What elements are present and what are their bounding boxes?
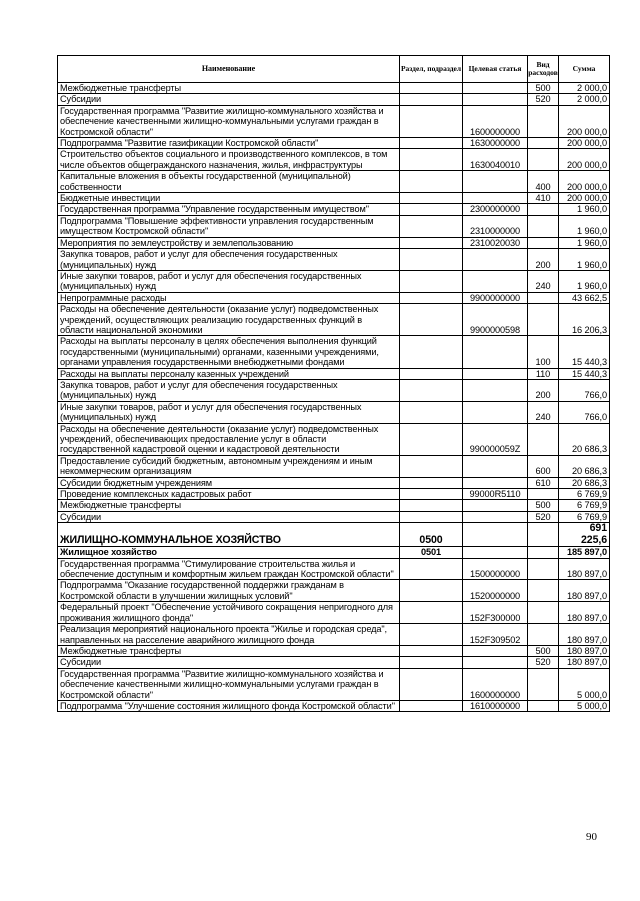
cell-target (463, 171, 528, 193)
cell-expense-type (528, 149, 559, 171)
cell-name: Межбюджетные трансферты (58, 500, 400, 511)
cell-expense-type (528, 304, 559, 336)
cell-sum: 200 000,0 (559, 171, 610, 193)
cell-sum: 180 897,0 (559, 580, 610, 602)
cell-name: Иные закупки товаров, работ и услуг для обеспечения государственных (муниципальных) нужд (58, 270, 400, 292)
cell-name: Подпрограмма "Развитие газификации Костромской области" (58, 138, 400, 149)
cell-section (400, 379, 463, 401)
cell-name: Субсидии бюджетным учреждениям (58, 477, 400, 488)
cell-sum: 1 960,0 (559, 204, 610, 215)
cell-sum: 6 769,9 (559, 489, 610, 500)
cell-sum: 180 897,0 (559, 657, 610, 668)
cell-expense-type (528, 105, 559, 137)
cell-expense-type: 500 (528, 645, 559, 656)
cell-expense-type: 600 (528, 455, 559, 477)
cell-section (400, 580, 463, 602)
cell-expense-type (528, 668, 559, 700)
cell-target: 2310020030 (463, 237, 528, 248)
table-row (58, 249, 610, 271)
cell-sum: 15 440,3 (559, 336, 610, 368)
cell-expense-type (528, 237, 559, 248)
cell-name: Межбюджетные трансферты (58, 645, 400, 656)
table-row (58, 83, 610, 94)
cell-expense-type: 500 (528, 83, 559, 94)
cell-name: Бюджетные инвестиции (58, 193, 400, 204)
header-expense-type: Вид расходов (528, 56, 559, 83)
cell-sum: 1 960,0 (559, 237, 610, 248)
cell-section (400, 215, 463, 237)
cell-section (400, 700, 463, 711)
table-row (58, 700, 610, 711)
cell-section (400, 105, 463, 137)
cell-sum: 6 769,9 (559, 500, 610, 511)
cell-section (400, 270, 463, 292)
table-row (58, 215, 610, 237)
cell-sum: 180 897,0 (559, 558, 610, 580)
cell-target (463, 455, 528, 477)
cell-sum: 200 000,0 (559, 149, 610, 171)
cell-sum: 200 000,0 (559, 105, 610, 137)
cell-name: Государственная программа "Стимулирование строительства жилья и обеспечение доступным и комфортным жильем граждан Костромской области" (58, 558, 400, 580)
cell-expense-type (528, 700, 559, 711)
cell-section (400, 249, 463, 271)
cell-section (400, 657, 463, 668)
cell-name: Реализация мероприятий национального проекта "Жилье и городская среда", направленных на расселение аварийного жилищного фонда (58, 624, 400, 646)
cell-section (400, 171, 463, 193)
cell-section (400, 511, 463, 522)
cell-target (463, 500, 528, 511)
cell-section (400, 489, 463, 500)
table-row (58, 149, 610, 171)
cell-name: Расходы на выплаты персоналу казенных учреждений (58, 368, 400, 379)
cell-target (463, 193, 528, 204)
table-row (58, 523, 610, 547)
table-row (58, 602, 610, 624)
cell-name: Жилищное хозяйство (58, 547, 400, 558)
header-sum: Сумма (559, 56, 610, 83)
cell-sum: 1 960,0 (559, 249, 610, 271)
cell-section (400, 602, 463, 624)
cell-name: Подпрограмма "Оказание государственной поддержки гражданам в Костромской области в улучшении жилищных условий" (58, 580, 400, 602)
cell-expense-type: 610 (528, 477, 559, 488)
budget-table (57, 55, 610, 712)
cell-sum: 691 225,6 (559, 523, 610, 547)
cell-target (463, 270, 528, 292)
cell-sum: 2 000,0 (559, 83, 610, 94)
cell-expense-type: 520 (528, 657, 559, 668)
cell-expense-type: 500 (528, 500, 559, 511)
cell-name: Субсидии (58, 657, 400, 668)
cell-section (400, 94, 463, 105)
cell-sum: 185 897,0 (559, 547, 610, 558)
cell-name: Субсидии (58, 511, 400, 522)
cell-expense-type (528, 580, 559, 602)
table-row (58, 304, 610, 336)
cell-expense-type (528, 292, 559, 303)
cell-sum: 766,0 (559, 401, 610, 423)
cell-sum: 180 897,0 (559, 645, 610, 656)
cell-sum: 180 897,0 (559, 602, 610, 624)
cell-name: Межбюджетные трансферты (58, 83, 400, 94)
cell-section: 0500 (400, 523, 463, 547)
cell-expense-type (528, 523, 559, 547)
cell-name: Капитальные вложения в объекты государственной (муниципальной) собственности (58, 171, 400, 193)
cell-name: Мероприятия по землеустройству и землепользованию (58, 237, 400, 248)
cell-sum: 6 769,9 (559, 511, 610, 522)
table-row (58, 657, 610, 668)
cell-target: 152F309502 (463, 624, 528, 646)
table-row (58, 204, 610, 215)
table-row (58, 193, 610, 204)
cell-section (400, 149, 463, 171)
cell-target: 2300000000 (463, 204, 528, 215)
cell-sum: 1 960,0 (559, 270, 610, 292)
cell-name: Государственная программа "Развитие жилищно-коммунального хозяйства и обеспечение качественными жилищно-коммунальными услугами граждан в Костромской области" (58, 668, 400, 700)
page-number: 90 (586, 831, 597, 843)
cell-expense-type: 520 (528, 511, 559, 522)
cell-section (400, 292, 463, 303)
table-row (58, 368, 610, 379)
cell-expense-type (528, 138, 559, 149)
cell-sum: 5 000,0 (559, 700, 610, 711)
cell-target (463, 336, 528, 368)
cell-target: 1600000000 (463, 105, 528, 137)
cell-expense-type (528, 624, 559, 646)
table-row (58, 558, 610, 580)
cell-expense-type: 110 (528, 368, 559, 379)
cell-target: 1520000000 (463, 580, 528, 602)
cell-target (463, 645, 528, 656)
table-row (58, 379, 610, 401)
cell-name: Государственная программа "Развитие жилищно-коммунального хозяйства и обеспечение качественными жилищно-коммунальными услугами граждан в Костромской области" (58, 105, 400, 137)
cell-name: Подпрограмма "Повышение эффективности управления государственным имуществом Костромской области" (58, 215, 400, 237)
cell-target: 2310000000 (463, 215, 528, 237)
cell-expense-type (528, 215, 559, 237)
cell-target: 1610000000 (463, 700, 528, 711)
cell-section (400, 336, 463, 368)
cell-sum: 180 897,0 (559, 624, 610, 646)
cell-sum: 43 662,5 (559, 292, 610, 303)
cell-section (400, 477, 463, 488)
cell-expense-type: 400 (528, 171, 559, 193)
cell-expense-type (528, 423, 559, 455)
table-row (58, 336, 610, 368)
cell-sum: 200 000,0 (559, 138, 610, 149)
cell-target: 152F300000 (463, 602, 528, 624)
cell-name: Строительство объектов социального и производственного комплексов, в том числе объектов общегражданского назначения, жилья, инфраструктуры (58, 149, 400, 171)
cell-target (463, 401, 528, 423)
cell-target: 99000R5110 (463, 489, 528, 500)
cell-expense-type: 200 (528, 249, 559, 271)
cell-sum: 20 686,3 (559, 455, 610, 477)
cell-expense-type: 200 (528, 379, 559, 401)
cell-name: Предоставление субсидий бюджетным, автономным учреждениям и иным некоммерческим организациям (58, 455, 400, 477)
cell-target (463, 249, 528, 271)
table-row (58, 94, 610, 105)
cell-target (463, 523, 528, 547)
table-row (58, 500, 610, 511)
cell-expense-type (528, 204, 559, 215)
table-row (58, 423, 610, 455)
cell-sum: 20 686,3 (559, 477, 610, 488)
table-row (58, 237, 610, 248)
header-target: Целевая статья (463, 56, 528, 83)
cell-name: Субсидии (58, 94, 400, 105)
cell-target: 1630040010 (463, 149, 528, 171)
cell-expense-type (528, 602, 559, 624)
cell-target: 9900000000 (463, 292, 528, 303)
table-row (58, 489, 610, 500)
cell-name: Подпрограмма "Улучшение состояния жилищного фонда Костромской области" (58, 700, 400, 711)
cell-name: Расходы на выплаты персоналу в целях обеспечения выполнения функций государственными (муниципальными) органами, казенными учреждениями, органами управления государственными внебюджетными фондами (58, 336, 400, 368)
table-row (58, 668, 610, 700)
cell-name: Иные закупки товаров, работ и услуг для обеспечения государственных (муниципальных) нужд (58, 401, 400, 423)
cell-target (463, 368, 528, 379)
cell-name: Федеральный проект "Обеспечение устойчивого сокращения непригодного для проживания жилищного фонда" (58, 602, 400, 624)
table-row (58, 138, 610, 149)
cell-sum: 2 000,0 (559, 94, 610, 105)
cell-sum: 16 206,3 (559, 304, 610, 336)
cell-section (400, 624, 463, 646)
cell-target: 1500000000 (463, 558, 528, 580)
table-row (58, 547, 610, 558)
cell-target: 1630000000 (463, 138, 528, 149)
cell-name: Проведение комплексных кадастровых работ (58, 489, 400, 500)
table-row (58, 105, 610, 137)
cell-target (463, 94, 528, 105)
table-row (58, 455, 610, 477)
cell-expense-type: 240 (528, 401, 559, 423)
cell-name: Закупка товаров, работ и услуг для обеспечения государственных (муниципальных) нужд (58, 379, 400, 401)
cell-section (400, 237, 463, 248)
table-header-row (58, 56, 610, 83)
cell-expense-type: 100 (528, 336, 559, 368)
cell-expense-type (528, 547, 559, 558)
cell-name: Государственная программа "Управление государственным имуществом" (58, 204, 400, 215)
cell-sum: 15 440,3 (559, 368, 610, 379)
budget-document (57, 55, 609, 712)
cell-section: 0501 (400, 547, 463, 558)
cell-sum: 20 686,3 (559, 423, 610, 455)
cell-section (400, 138, 463, 149)
cell-target (463, 657, 528, 668)
table-row (58, 401, 610, 423)
cell-target: 9900000598 (463, 304, 528, 336)
cell-section (400, 401, 463, 423)
cell-section (400, 368, 463, 379)
cell-expense-type: 520 (528, 94, 559, 105)
cell-target: 1600000000 (463, 668, 528, 700)
cell-target (463, 379, 528, 401)
cell-section (400, 423, 463, 455)
cell-sum: 1 960,0 (559, 215, 610, 237)
cell-name: Закупка товаров, работ и услуг для обеспечения государственных (муниципальных) нужд (58, 249, 400, 271)
table-row (58, 624, 610, 646)
cell-sum: 766,0 (559, 379, 610, 401)
table-row (58, 580, 610, 602)
cell-section (400, 645, 463, 656)
cell-target (463, 477, 528, 488)
table-row (58, 270, 610, 292)
header-section: Раздел, подраздел (400, 56, 463, 83)
cell-section (400, 500, 463, 511)
cell-section (400, 204, 463, 215)
table-row (58, 292, 610, 303)
cell-target (463, 83, 528, 94)
cell-expense-type (528, 489, 559, 500)
cell-sum: 200 000,0 (559, 193, 610, 204)
cell-sum: 5 000,0 (559, 668, 610, 700)
cell-section (400, 558, 463, 580)
cell-name: Расходы на обеспечение деятельности (оказание услуг) подведомственных учреждений, осуществляющих реализацию государственных функций в области национальной экономики (58, 304, 400, 336)
cell-expense-type: 410 (528, 193, 559, 204)
table-row (58, 477, 610, 488)
cell-section (400, 668, 463, 700)
cell-section (400, 304, 463, 336)
header-name: Наименование (58, 56, 400, 83)
cell-expense-type (528, 558, 559, 580)
table-row (58, 645, 610, 656)
table-row (58, 171, 610, 193)
cell-section (400, 83, 463, 94)
cell-section (400, 193, 463, 204)
cell-section (400, 455, 463, 477)
cell-target: 990000059Z (463, 423, 528, 455)
cell-expense-type: 240 (528, 270, 559, 292)
cell-name: ЖИЛИЩНО-КОММУНАЛЬНОЕ ХОЗЯЙСТВО (58, 523, 400, 547)
table-row (58, 511, 610, 522)
cell-target (463, 511, 528, 522)
cell-target (463, 547, 528, 558)
cell-name: Расходы на обеспечение деятельности (оказание услуг) подведомственных учреждений, обеспечивающих предоставление услуг в области государственной кадастровой оценки и кадастровой деятельности (58, 423, 400, 455)
cell-name: Непрограммные расходы (58, 292, 400, 303)
